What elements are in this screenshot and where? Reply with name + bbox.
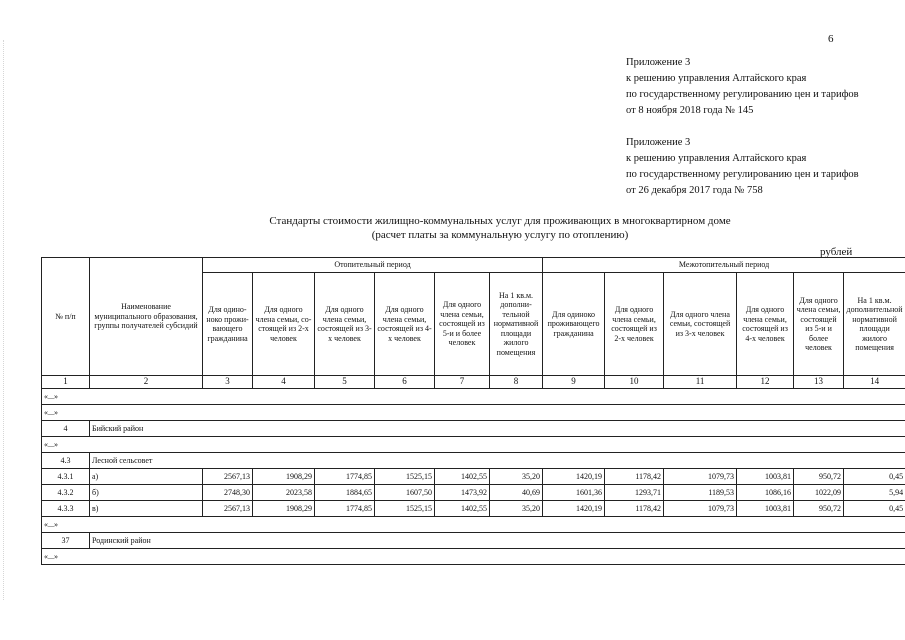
value-cell: 1402,55 xyxy=(435,469,490,485)
value-cell: 1402,55 xyxy=(435,501,490,517)
value-cell: 1525,15 xyxy=(375,501,435,517)
appendix-line: от 8 ноября 2018 года № 145 xyxy=(626,105,754,116)
value-cell: 2567,13 xyxy=(203,501,253,517)
column-number: 7 xyxy=(435,376,490,389)
column-number: 10 xyxy=(605,376,664,389)
value-cell: 2748,30 xyxy=(203,485,253,501)
header-heating-col: Для одного члена семьи, состоящей из 2-х человек xyxy=(253,273,315,376)
row-number: 4.3 xyxy=(42,453,90,469)
value-cell: 1420,19 xyxy=(543,501,605,517)
header-nonheating-col: Для одного члена семьи, состоящей из 5-и и более человек xyxy=(794,273,844,376)
column-number: 3 xyxy=(203,376,253,389)
appendix-line: по государственному регулированию цен и тарифов xyxy=(626,89,859,100)
row-number: 4 xyxy=(42,421,90,437)
header-heating-col: Для одного члена семьи, состоящей из 4-х человек xyxy=(375,273,435,376)
value-cell: 1908,29 xyxy=(253,469,315,485)
row-number: 4.3.1 xyxy=(42,469,90,485)
value-cell: 1420,19 xyxy=(543,469,605,485)
value-cell: 1884,65 xyxy=(315,485,375,501)
column-number: 1 xyxy=(42,376,90,389)
column-number: 12 xyxy=(737,376,794,389)
appendix-line: Приложение 3 xyxy=(626,57,691,68)
scan-margin-marks xyxy=(3,40,10,600)
ellipsis-row xyxy=(42,437,905,453)
header-heating-col: Для одного члена семьи, состоящей из 3-х человек xyxy=(315,273,375,376)
value-cell: 0,45 xyxy=(844,501,905,517)
unit-label: рублей xyxy=(820,246,853,258)
header-nonheating-col: На 1 кв.м. дополнительной нормативной площади жилого помещения xyxy=(844,273,905,376)
row-number: 37 xyxy=(42,533,90,549)
value-cell: 1178,42 xyxy=(605,469,664,485)
column-number: 2 xyxy=(90,376,203,389)
subsidy-group: а) xyxy=(90,469,203,485)
column-number: 14 xyxy=(844,376,905,389)
document-title xyxy=(0,214,905,242)
value-cell: 35,20 xyxy=(490,501,543,517)
value-cell: 1774,85 xyxy=(315,501,375,517)
column-number: 11 xyxy=(664,376,737,389)
ellipsis-cell: «...» xyxy=(42,549,905,565)
ellipsis-row xyxy=(42,389,905,405)
column-number: 8 xyxy=(490,376,543,389)
row-number: 4.3.3 xyxy=(42,501,90,517)
value-cell: 1601,36 xyxy=(543,485,605,501)
header-nonheating-period: Межотопительный период xyxy=(543,258,905,273)
column-number: 13 xyxy=(794,376,844,389)
value-cell: 1003,81 xyxy=(737,469,794,485)
header-heating-col: Для одиноноко проживающего гражданина xyxy=(203,273,253,376)
value-cell: 950,72 xyxy=(794,469,844,485)
subsidy-group: б) xyxy=(90,485,203,501)
appendix-block-original xyxy=(626,135,859,199)
column-number: 9 xyxy=(543,376,605,389)
header-nonheating-col: Для одиноко проживающего гражданина xyxy=(543,273,605,376)
value-cell: 40,69 xyxy=(490,485,543,501)
appendix-line: к решению управления Алтайского края xyxy=(626,73,807,84)
value-cell: 1189,53 xyxy=(664,485,737,501)
row-number: 4.3.2 xyxy=(42,485,90,501)
header-heating-col: На 1 кв.м. дополнительной нормативной площади жилого помещения xyxy=(490,273,543,376)
subsidy-group: в) xyxy=(90,501,203,517)
value-cell: 1003,81 xyxy=(737,501,794,517)
column-number: 6 xyxy=(375,376,435,389)
ellipsis-cell: «...» xyxy=(42,405,905,421)
appendix-line: по государственному регулированию цен и тарифов xyxy=(626,169,859,180)
section-row xyxy=(42,421,905,437)
section-row xyxy=(42,533,905,549)
value-cell: 1086,16 xyxy=(737,485,794,501)
appendix-line: Приложение 3 xyxy=(626,137,691,148)
table-row xyxy=(42,469,905,485)
header-heating-period: Отопительный период xyxy=(203,258,543,273)
value-cell: 1022,09 xyxy=(794,485,844,501)
tariff-table xyxy=(41,257,905,565)
appendix-line: к решению управления Алтайского края xyxy=(626,153,807,164)
header-nonheating-col: Для одного члена семьи, состоящей из 3-х человек xyxy=(664,273,737,376)
ellipsis-cell: «...» xyxy=(42,437,905,453)
appendix-block-current xyxy=(626,55,859,119)
section-name: Бийский район xyxy=(90,421,905,437)
table-row xyxy=(42,501,905,517)
section-name: Родинский район xyxy=(90,533,905,549)
value-cell: 1908,29 xyxy=(253,501,315,517)
column-number: 4 xyxy=(253,376,315,389)
value-cell: 2567,13 xyxy=(203,469,253,485)
value-cell: 2023,58 xyxy=(253,485,315,501)
header-nonheating-col: Для одного члена семьи, состоящей из 4-х человек xyxy=(737,273,794,376)
table-row xyxy=(42,485,905,501)
ellipsis-row xyxy=(42,549,905,565)
value-cell: 1079,73 xyxy=(664,469,737,485)
header-nonheating-col: Для одного члена семьи, состоящей из 2-х человек xyxy=(605,273,664,376)
value-cell: 1774,85 xyxy=(315,469,375,485)
value-cell: 1525,15 xyxy=(375,469,435,485)
value-cell: 1178,42 xyxy=(605,501,664,517)
value-cell: 1293,71 xyxy=(605,485,664,501)
column-number: 5 xyxy=(315,376,375,389)
value-cell: 0,45 xyxy=(844,469,905,485)
ellipsis-cell: «...» xyxy=(42,517,905,533)
section-name: Лесной сельсовет xyxy=(90,453,905,469)
section-row xyxy=(42,453,905,469)
ellipsis-cell: «...» xyxy=(42,389,905,405)
value-cell: 5,94 xyxy=(844,485,905,501)
page-number: 6 xyxy=(828,33,834,45)
header-name-col: Наименование муниципального образования, группы получателей субсидий xyxy=(90,258,203,376)
value-cell: 35,20 xyxy=(490,469,543,485)
ellipsis-row xyxy=(42,405,905,421)
value-cell: 1079,73 xyxy=(664,501,737,517)
title-line-1: Стандарты стоимости жилищно-коммунальных услуг для проживающих в многоквартирном доме xyxy=(269,215,731,227)
header-number-col: № п/п xyxy=(42,258,90,376)
header-heating-col: Для одного члена семьи, состоящей из 5-и и более человек xyxy=(435,273,490,376)
value-cell: 1473,92 xyxy=(435,485,490,501)
value-cell: 1607,50 xyxy=(375,485,435,501)
title-line-2: (расчет платы за коммунальную услугу по отоплению) xyxy=(371,229,629,241)
value-cell: 950,72 xyxy=(794,501,844,517)
ellipsis-row xyxy=(42,517,905,533)
appendix-line: от 26 декабря 2017 года № 758 xyxy=(626,185,763,196)
